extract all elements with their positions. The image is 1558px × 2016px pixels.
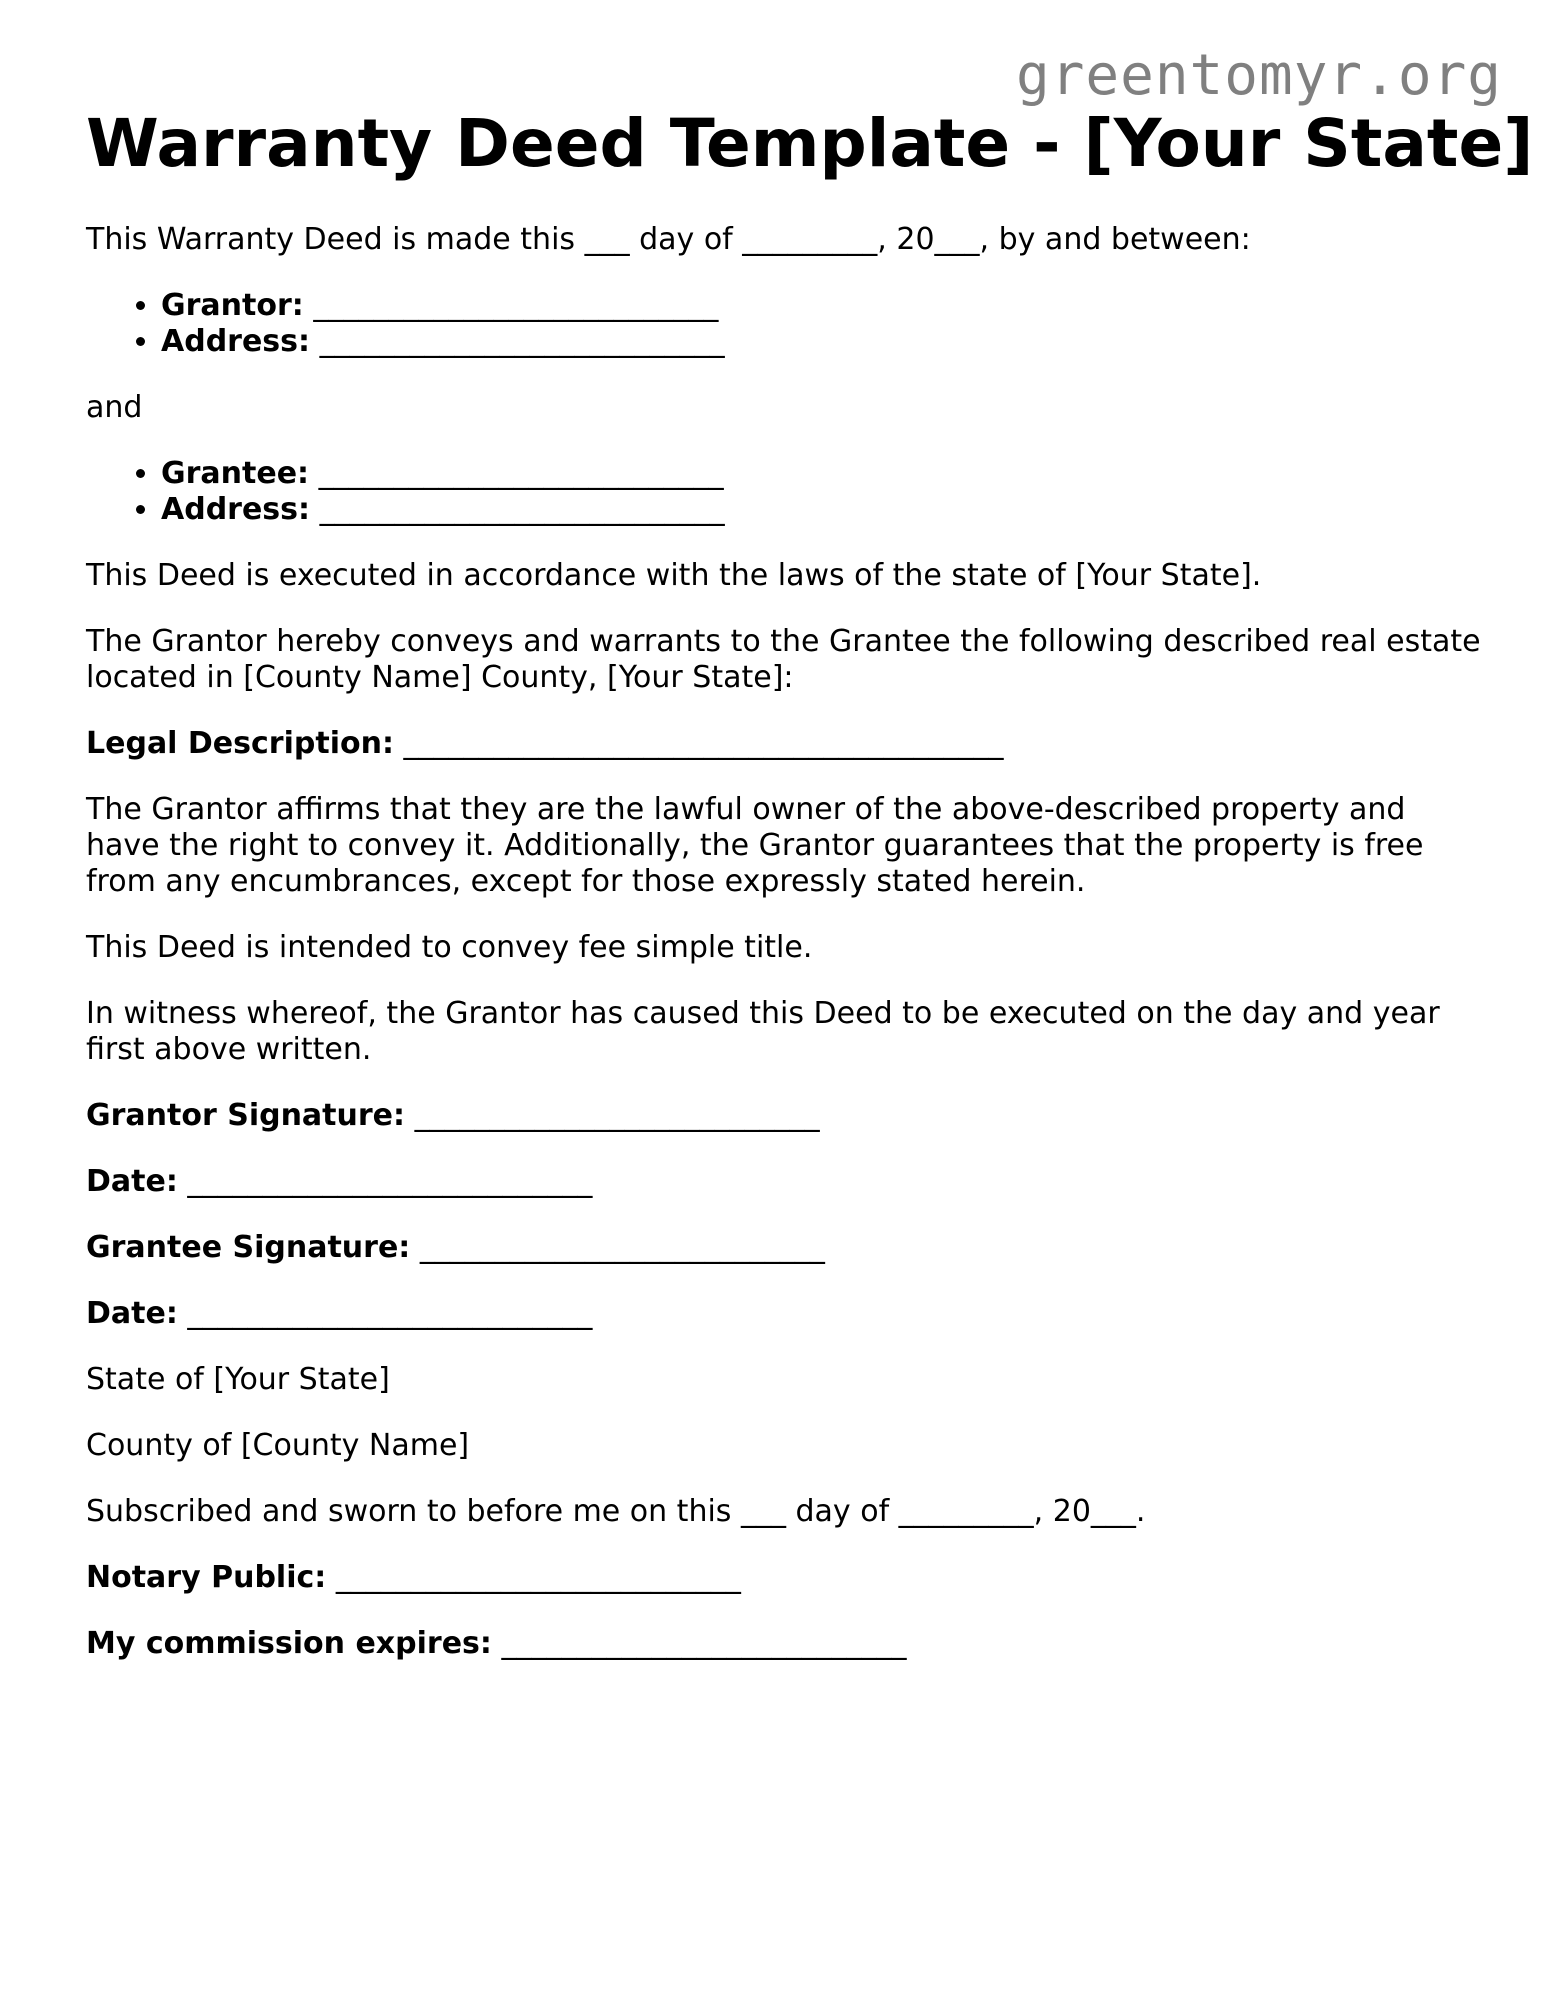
fee-simple-paragraph: This Deed is intended to convey fee simple title. <box>86 930 813 965</box>
grantee-label: Grantee: <box>161 456 310 491</box>
witness-paragraph: In witness whereof, the Grantor has caused this Deed to be executed on the day and year first above written. <box>86 996 1440 1067</box>
notary-public-line <box>86 1560 1486 1596</box>
intro-paragraph: This Warranty Deed is made this ___ day of _________, 20___, by and between: <box>86 222 1251 257</box>
grantor-signature-blank[interactable]: ___________________________ <box>414 1098 820 1133</box>
affirms-paragraph: The Grantor affirms that they are the lawful owner of the above-described property and have the right to convey it. Additionally, the Grantor guarantees that the property is free from any encumbrances, except for those expressly stated herein. <box>86 792 1424 899</box>
grantee-date-line <box>86 1296 1486 1332</box>
and-text: and <box>86 390 143 425</box>
watermark: greentomyr.org <box>1015 43 1502 108</box>
conveys-paragraph: The Grantor hereby conveys and warrants to the Grantee the following described real estate located in [County Name] County, [Your State]: <box>86 624 1481 695</box>
commission-expires-line <box>86 1626 1486 1662</box>
grantor-blank[interactable]: ___________________________ <box>313 288 719 323</box>
grantor-address-blank[interactable]: ___________________________ <box>319 324 725 359</box>
grantee-signature-label: Grantee Signature: <box>86 1230 411 1265</box>
laws-paragraph: This Deed is executed in accordance with the laws of the state of [Your State]. <box>86 558 1262 593</box>
grantee-signature-line <box>86 1230 1486 1266</box>
subscribed-paragraph: Subscribed and sworn to before me on this ___ day of _________, 20___. <box>86 1494 1146 1529</box>
legal-description-blank[interactable]: ________________________________________ <box>403 726 1004 761</box>
commission-expires-label: My commission expires: <box>86 1626 492 1661</box>
grantee-date-label: Date: <box>86 1296 178 1331</box>
notary-public-blank[interactable]: ___________________________ <box>335 1560 741 1595</box>
grantee-date-blank[interactable]: ___________________________ <box>187 1296 593 1331</box>
document-body <box>86 222 1486 1692</box>
grantee-item <box>161 456 1486 492</box>
county-of-line: County of [County Name] <box>86 1428 470 1463</box>
grantor-signature-line <box>86 1098 1486 1134</box>
grantor-address-item <box>161 324 1486 360</box>
grantor-item <box>161 288 1486 324</box>
commission-expires-blank[interactable]: ___________________________ <box>501 1626 907 1661</box>
notary-public-label: Notary Public: <box>86 1560 327 1595</box>
grantee-address-item <box>161 492 1486 528</box>
grantee-signature-blank[interactable]: ___________________________ <box>419 1230 825 1265</box>
grantee-address-blank[interactable]: ___________________________ <box>319 492 725 527</box>
grantee-list <box>86 456 1486 528</box>
state-of-line: State of [Your State] <box>86 1362 390 1397</box>
grantee-address-label: Address: <box>161 492 311 527</box>
grantor-signature-label: Grantor Signature: <box>86 1098 406 1133</box>
grantee-blank[interactable]: ___________________________ <box>318 456 724 491</box>
legal-description-label: Legal Description: <box>86 726 394 761</box>
grantor-label: Grantor: <box>161 288 304 323</box>
grantor-list <box>86 288 1486 360</box>
grantor-address-label: Address: <box>161 324 311 359</box>
grantor-date-line <box>86 1164 1486 1200</box>
grantor-date-blank[interactable]: ___________________________ <box>187 1164 593 1199</box>
legal-description-line <box>86 726 1486 762</box>
document-title: Warranty Deed Template - [Your State] <box>86 105 1534 182</box>
grantor-date-label: Date: <box>86 1164 178 1199</box>
